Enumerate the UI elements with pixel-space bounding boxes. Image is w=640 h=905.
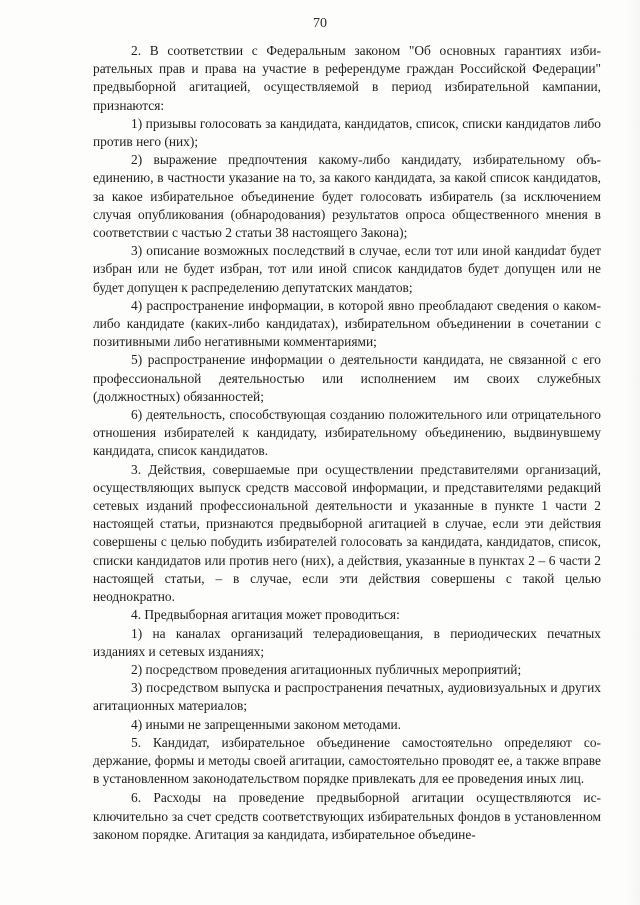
- paragraph-2-item-2: 2) выражение предпочтения какому-либо кандидату, избирательному объединению, в частности указание на то, за какого кандидата, за какой список кандидатов, за какое избирательное объединение будет голосовать избиратель (за исключением случая опубликования (обнародования) результатов опроса общественного мнения в соответствии с частью 2 статьи 38 настоящего Закона);: [93, 152, 601, 241]
- paragraph-5: 5. Кандидат, избирательное объединение самостоятельно определяют содержание, формы и методы своей агитации, самостоятельно проводят ее, а также вправе в установленном законодательством порядке привлекать для ее проведения иных лиц.: [93, 734, 601, 787]
- paragraph-4-item-2: 2) посредством проведения агитационных публичных мероприятий;: [131, 661, 522, 677]
- paragraph-2: 2. В соответствии с Федеральным законом "Об основных гарантиях избирательных прав и права на участие в референдуме граждан Российской Федерации" предвыборной агитацией, осуществляемой в период избирательной кампании, признаются:: [93, 43, 601, 113]
- paragraph-4-item-4: 4) иными не запрещенными законом методами.: [131, 716, 402, 732]
- paragraph-4-item-3: 3) посредством выпуска и распространения печатных, аудиовизуальных и других агитационных материалов;: [93, 680, 601, 714]
- page-number: 70: [313, 16, 327, 31]
- paragraph-4-item-1: 1) на каналах организаций телерадиовещания, в периодических печатных изданиях и сетевых изданиях;: [93, 625, 601, 659]
- paragraph-2-item-4: 4) распространение информации, в которой явно преобладают сведения о каком-либо кандидате (каких-либо кандидатах), избирательном объединении в сочетании с позитивными либо негативными комментариями;: [93, 297, 601, 350]
- paragraph-6: 6. Расходы на проведение предвыборной агитации осуществляются исключительно за счет средств соответствующих избирательных фондов в установленном законом порядке. Агитация за кандидата, избирательное объедине-: [93, 790, 601, 842]
- paragraph-2-item-3: 3) описание возможных последствий в случае, если тот или иной кандиdат будет избран или не будет избран, тот или иной список кандидатов будет допущен или не будет допущен к распределению депутатских мандатов;: [93, 243, 601, 295]
- paragraph-2-item-5: 5) распространение информации о деятельности кандидата, не связанной с его профессиональной деятельностью или исполнением им своих служебных (должностных) обязанностей;: [93, 352, 601, 404]
- paragraph-2-item-1: 1) призывы голосовать за кандидата, кандидатов, список, списки кандидатов либо против него (них);: [93, 115, 601, 150]
- paragraph-2-item-6: 6) деятельность, способствующая созданию положительного или отрицательного отношения избирателей к кандидату, избирательному объединению, выдвинувшему кандидата, список кандидатов.: [93, 407, 601, 459]
- document-body: [93, 42, 601, 844]
- paragraph-3: 3. Действия, совершаемые при осуществлении представителями организаций, осуществляющих выпуск средств массовой информации, и представителями редакций сетевых изданий профессиональной деятельности и указанные в пункте 1 части 2 настоящей статьи, признаются предвыборной агитацией в случае, если эти действия совершены с целью побудить избирателей голосовать за кандидата, кандидатов, список, списки кандидатов или против него (них), а действия, указанные в пунктах 2 – 6 части 2 настоящей статьи, – в случае, если эти действия совершены с такой целью неоднократно.: [93, 461, 601, 605]
- paragraph-4: 4. Предвыборная агитация может проводиться:: [131, 607, 400, 623]
- scan-edge-shadow: [626, 0, 640, 905]
